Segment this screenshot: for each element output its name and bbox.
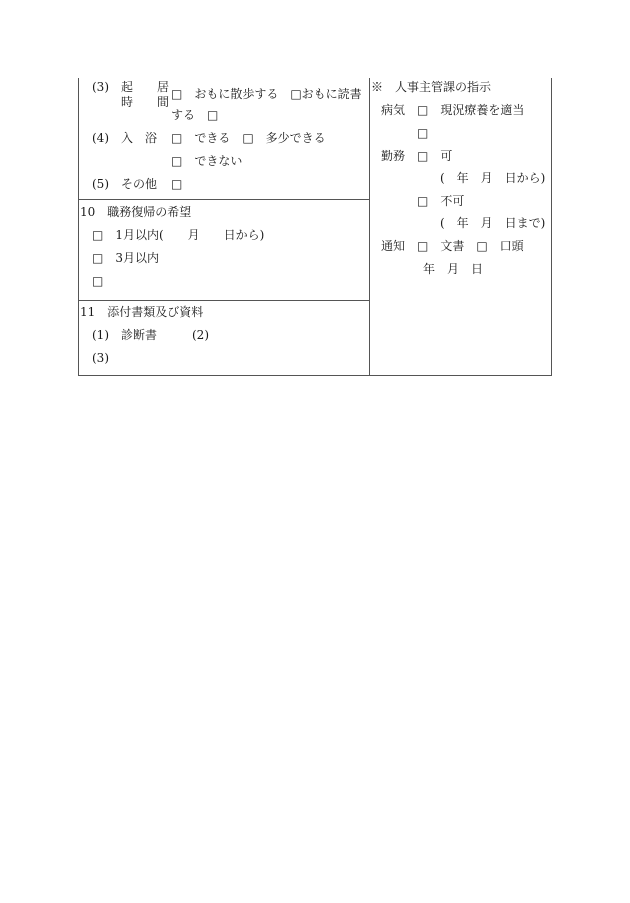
section-10-option-2: □ 3月以内 [92,251,159,265]
work-permitted-date: ( 年 月 日から) [440,171,546,185]
work-permitted-option: □ 可 [417,149,453,163]
item-3-label-bottom: 時 間 [121,95,170,109]
table-right-border [551,78,552,376]
item-4-options-line2: □ できない [171,154,243,168]
notice-label: 通知 [381,239,406,253]
table-bottom-border [78,375,552,376]
work-not-permitted-date: ( 年 月 日まで) [440,216,546,230]
item-5-label: その他 [121,177,158,191]
section-11-item-2: (2) [192,328,209,342]
section-11-item-3: (3) [92,351,109,365]
item-3-options-line1: □ おもに散歩する □おもに読書 [171,87,362,101]
item-4-number: (4) [92,131,109,145]
illness-label: 病気 [381,103,406,117]
illness-option-1: □ 現況療養を適当 [417,103,525,117]
section-10-option-1: □ 1月以内( 月 日から) [92,228,265,242]
item-3-label-top: 起 居 [121,80,170,94]
item-5-number: (5) [92,177,109,191]
work-not-permitted-option: □ 不可 [417,194,465,208]
work-label: 勤務 [381,149,406,163]
section-10-title: 10 職務復帰の希望 [80,205,192,219]
item-3-number: (3) [92,80,109,94]
notice-options: □ 文書 □ 口頭 [417,239,524,253]
column-divider [369,78,370,376]
divider-section-11 [78,300,369,301]
item-4-label: 入 浴 [121,131,158,145]
section-10-option-3: □ [92,274,104,288]
item-5-checkbox: □ [171,177,183,191]
item-4-options-line1: □ できる □ 多少できる [171,131,326,145]
illness-option-2: □ [417,126,429,140]
section-11-title: 11 添付書類及び資料 [80,305,204,319]
table-left-border [78,78,79,376]
notice-date: 年 月 日 [423,262,484,276]
item-3-options-line2: する □ [171,108,219,122]
section-11-item-1: (1) 診断書 [92,328,157,342]
right-column-title: ※ 人事主管課の指示 [371,80,492,94]
divider-section-10 [78,199,369,200]
